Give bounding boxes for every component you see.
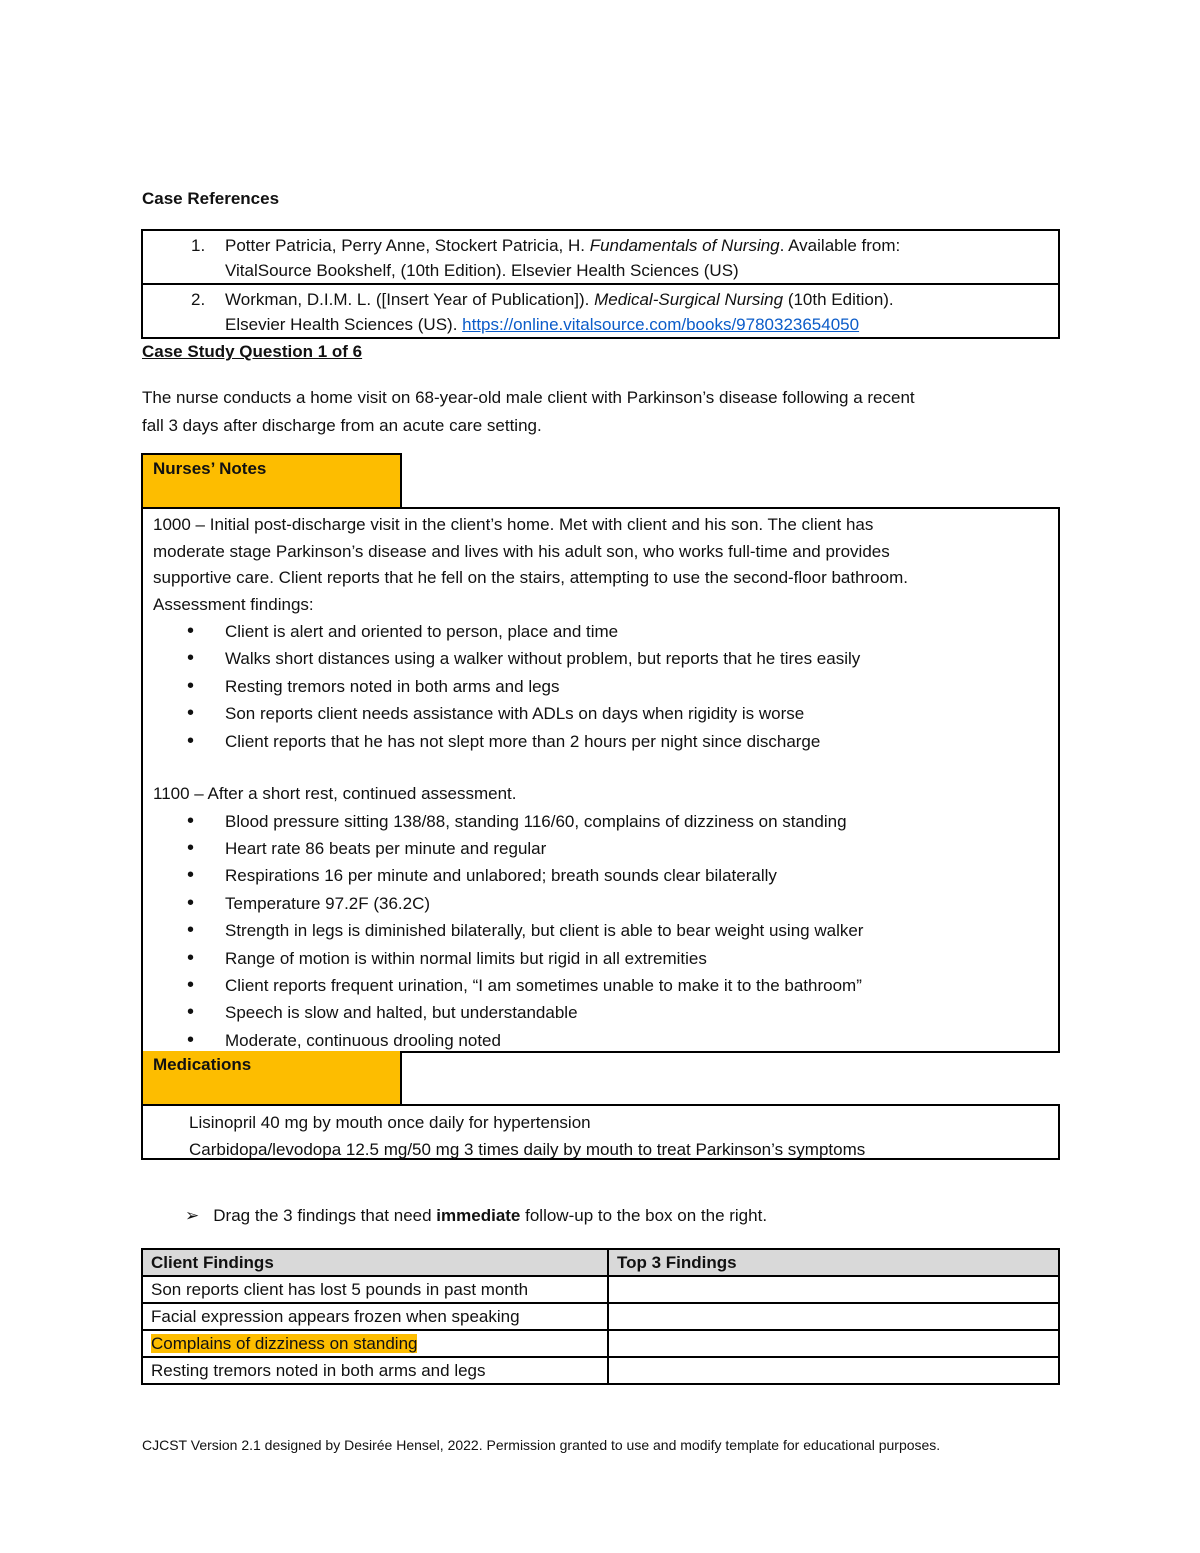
reference-authors: Workman, D.I.M. L. ([Insert Year of Publication]). — [225, 290, 595, 309]
references-box — [141, 229, 1060, 339]
question-heading: Case Study Question 1 of 6 — [142, 342, 363, 361]
finding-item-highlighted[interactable] — [142, 1330, 608, 1357]
reference-publisher: VitalSource Bookshelf, (10th Edition). Elsevier Health Sciences (US) — [225, 261, 739, 280]
entry-1100: 1100 – After a short rest, continued assessment. — [153, 784, 517, 804]
scenario-line: The nurse conducts a home visit on 68-year-old male client with Parkinson’s disease following a recent — [142, 388, 915, 407]
assessment-list-1000 — [153, 618, 1048, 755]
table-header-row — [142, 1249, 1059, 1276]
reference-detail: . Available from: — [779, 236, 901, 255]
medications-content — [141, 1104, 1060, 1160]
list-item: • Blood pressure sitting 138/88, standing 116/60, complains of dizziness on standing — [153, 808, 1048, 835]
finding-item[interactable]: Son reports client has lost 5 pounds in past month — [142, 1276, 608, 1303]
arrow-icon: ➢ — [185, 1206, 200, 1225]
footer: CJCST Version 2.1 designed by Desirée Hensel, 2022. Permission granted to use and modify template for educational purposes. — [142, 1437, 941, 1453]
reference-number: 2. — [191, 290, 206, 309]
list-item: • Client reports frequent urination, “I am sometimes unable to make it to the bathroom” — [153, 972, 1048, 999]
drop-target-cell[interactable] — [608, 1276, 1059, 1303]
nurses-notes-tab[interactable] — [141, 453, 402, 508]
table-row — [142, 1330, 1059, 1357]
entry-1000 — [153, 512, 1048, 618]
instruction-text: follow-up to the box on the right. — [520, 1206, 768, 1225]
note-line: Assessment findings: — [153, 594, 314, 614]
reference-link[interactable]: https://online.vitalsource.com/books/9780323654050 — [462, 315, 860, 334]
instruction-emphasis: immediate — [436, 1206, 521, 1225]
drop-target-cell[interactable] — [608, 1303, 1059, 1330]
findings-table — [141, 1248, 1060, 1385]
list-item: • Resting tremors noted in both arms and legs — [153, 673, 1048, 700]
list-item: • Son reports client needs assistance with ADLs on days when rigidity is worse — [153, 700, 1048, 727]
reference-publisher: Elsevier Health Sciences (US). — [225, 315, 463, 334]
list-item: • Respirations 16 per minute and unlabored; breath sounds clear bilaterally — [153, 862, 1048, 889]
list-item: • Walks short distances using a walker without problem, but reports that he tires easily — [153, 645, 1048, 672]
scenario-line: fall 3 days after discharge from an acute care setting. — [142, 416, 542, 435]
medications-label: Medications — [153, 1055, 252, 1074]
drop-target-cell[interactable] — [608, 1357, 1059, 1384]
highlighted-finding: Complains of dizziness on standing — [151, 1333, 418, 1353]
reference-item-1 — [143, 233, 1058, 285]
list-item: • Heart rate 86 beats per minute and regular — [153, 835, 1048, 862]
finding-item[interactable]: Resting tremors noted in both arms and legs — [142, 1357, 608, 1384]
instruction-text: Drag the 3 findings that need — [213, 1206, 437, 1225]
drop-target-cell[interactable] — [608, 1330, 1059, 1357]
reference-authors: Potter Patricia, Perry Anne, Stockert Patricia, H. — [225, 236, 590, 255]
note-line: supportive care. Client reports that he fell on the stairs, attempting to use the second-floor bathroom. — [153, 568, 909, 587]
nurses-notes-label: Nurses’ Notes — [153, 459, 267, 478]
assessment-list-1100 — [153, 808, 1048, 1055]
reference-title: Medical-Surgical Nursing — [594, 290, 784, 309]
table-row — [142, 1303, 1059, 1330]
column-header-client-findings: Client Findings — [142, 1249, 608, 1276]
scenario-text — [142, 384, 915, 440]
reference-number: 1. — [191, 236, 206, 255]
finding-item[interactable]: Facial expression appears frozen when speaking — [142, 1303, 608, 1330]
list-item: • Client reports that he has not slept more than 2 hours per night since discharge — [153, 728, 1048, 755]
medication-line: Carbidopa/levodopa 12.5 mg/50 mg 3 times daily by mouth to treat Parkinson’s symptoms — [189, 1140, 866, 1159]
list-item: • Range of motion is within normal limits but rigid in all extremities — [153, 945, 1048, 972]
note-line: moderate stage Parkinson’s disease and lives with his adult son, who works full-time and provides — [153, 541, 890, 561]
list-item: • Strength in legs is diminished bilaterally, but client is able to bear weight using walker — [153, 917, 1048, 944]
nurses-notes-content — [141, 507, 1060, 1053]
instruction — [185, 1206, 767, 1226]
list-item: • Client is alert and oriented to person, place and time — [153, 618, 1048, 645]
reference-title: Fundamentals of Nursing — [589, 236, 780, 255]
case-references-heading: Case References — [142, 189, 280, 208]
list-item: • Temperature 97.2F (36.2C) — [153, 890, 1048, 917]
list-item: • Moderate, continuous drooling noted — [153, 1027, 1048, 1054]
table-row — [142, 1276, 1059, 1303]
list-item: • Speech is slow and halted, but understandable — [153, 999, 1048, 1026]
table-row — [142, 1357, 1059, 1384]
note-line: 1000 – Initial post-discharge visit in the client’s home. Met with client and his son. The client has — [153, 515, 874, 534]
medications-tab[interactable] — [141, 1051, 402, 1105]
reference-item-2 — [143, 287, 1058, 339]
medication-line: Lisinopril 40 mg by mouth once daily for hypertension — [189, 1113, 591, 1132]
reference-detail: (10th Edition). — [783, 290, 894, 309]
column-header-top-3-findings: Top 3 Findings — [608, 1249, 1059, 1276]
